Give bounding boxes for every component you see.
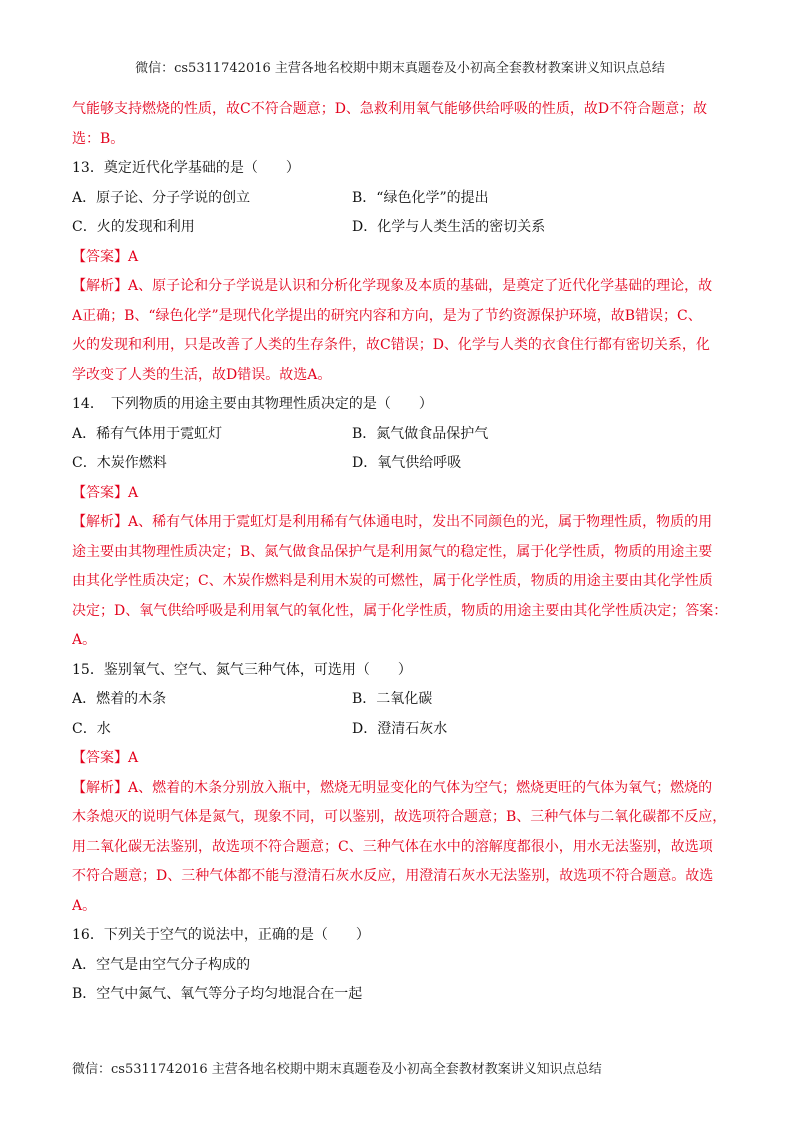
option-b: B．氮气做食品保护气 bbox=[352, 425, 489, 442]
question-14-answer: 【答案】A bbox=[72, 484, 139, 501]
option-a: A．空气是由空气分子构成的 bbox=[72, 956, 251, 973]
question-13-analysis-line: 学改变了人类的生活，故D错误。故选A。 bbox=[72, 366, 332, 383]
question-13-options-row bbox=[72, 213, 732, 243]
question-13-stem: 13．奠定近代化学基础的是（ ） bbox=[72, 160, 300, 176]
question-15-options-row bbox=[72, 685, 732, 715]
question-15-options-row bbox=[72, 715, 732, 745]
question-14-analysis-line: 【解析】A、稀有气体用于霓虹灯是利用稀有气体通电时，发出不同颜色的光，属于物理性质，物质的用 bbox=[72, 514, 713, 530]
question-14-stem: 14． 下列物质的用途主要由其物理性质决定的是（ ） bbox=[72, 396, 433, 412]
question-14-analysis-line: 途主要由其物理性质决定；B、氮气做食品保护气是利用氮气的稳定性，属于化学性质，物质的用途主要 bbox=[72, 543, 713, 560]
question-15-analysis-line: 【解析】A、燃着的木条分别放入瓶中，燃烧无明显变化的气体为空气；燃烧更旺的气体为氧气；燃烧的 bbox=[72, 779, 713, 796]
question-14-analysis-line: 由其化学性质决定；C、木炭作燃料是利用木炭的可燃性，属于化学性质，物质的用途主要由其化学性质 bbox=[72, 573, 713, 589]
option-d: D．氧气供给呼吸 bbox=[352, 455, 462, 471]
intro-analysis-line: 气能够支持燃烧的性质，故C不符合题意；D、急救利用氧气能够供给呼吸的性质，故D不符合题意；故 bbox=[72, 101, 708, 117]
option-c: C．水 bbox=[72, 720, 111, 737]
option-a: A．原子论、分子学说的创立 bbox=[72, 189, 251, 206]
question-15-analysis-line: A。 bbox=[72, 897, 97, 914]
page-footer: 微信：cs5311742016 主营各地名校期中期末真题卷及小初高全套教材教案讲义知识点总结 bbox=[72, 1062, 602, 1077]
question-14-options-row bbox=[72, 449, 732, 479]
question-15-stem: 15．鉴别氧气、空气、氮气三种气体，可选用（ ） bbox=[72, 661, 412, 678]
question-13-analysis-line: A正确；B、“绿色化学”是现代化学提出的研究内容和方向，是为了节约资源保护环境，故B错误；C、 bbox=[72, 307, 702, 324]
question-14-analysis-line: A。 bbox=[72, 632, 97, 648]
option-d: D．澄清石灰水 bbox=[352, 720, 448, 737]
option-c: C．木炭作燃料 bbox=[72, 455, 167, 471]
question-15-analysis-line: 木条熄灭的说明气体是氮气，现象不同，可以鉴别，故选项符合题意；B、三种气体与二氧化碳都不反应， bbox=[72, 809, 727, 825]
question-13-answer: 【答案】A bbox=[72, 248, 139, 265]
option-c: C．火的发现和利用 bbox=[72, 219, 195, 235]
question-13-options-row bbox=[72, 184, 732, 214]
question-15-analysis-line: 用二氧化碳无法鉴别，故选项不符合题意；C、三种气体在水中的溶解度都很小，用水无法鉴别，故选项 bbox=[72, 838, 713, 855]
intro-analysis-line: 选：B。 bbox=[72, 130, 125, 147]
question-16-stem: 16．下列关于空气的说法中，正确的是（ ） bbox=[72, 927, 370, 943]
page-header: 微信：cs5311742016 主营各地名校期中期末真题卷及小初高全套教材教案讲义知识点总结 bbox=[135, 61, 665, 76]
option-b: B．二氧化碳 bbox=[352, 691, 433, 707]
question-14-options-row bbox=[72, 420, 732, 450]
option-a: A．稀有气体用于霓虹灯 bbox=[72, 425, 223, 442]
question-13-analysis-line: 【解析】A、原子论和分子学说是认识和分析化学现象及本质的基础，是奠定了近代化学基础的理论，故 bbox=[72, 278, 713, 294]
document-body bbox=[72, 95, 732, 1010]
question-15-answer: 【答案】A bbox=[72, 750, 139, 766]
option-b: B．空气中氮气、氧气等分子均匀地混合在一起 bbox=[72, 986, 363, 1002]
question-13-analysis-line: 火的发现和利用，只是改善了人类的生存条件，故C错误；D、化学与人类的衣食住行都有密切关系，化 bbox=[72, 337, 710, 353]
option-a: A．燃着的木条 bbox=[72, 691, 167, 707]
option-b: B．“绿色化学”的提出 bbox=[352, 189, 489, 206]
option-d: D．化学与人类生活的密切关系 bbox=[352, 219, 546, 235]
question-14-analysis-line: 决定；D、氧气供给呼吸是利用氧气的氧化性，属于化学性质，物质的用途主要由其化学性质决定；答案： bbox=[72, 602, 728, 619]
question-15-analysis-line: 不符合题意；D、三种气体都不能与澄清石灰水反应，用澄清石灰水无法鉴别，故选项不符合题意。故选 bbox=[72, 868, 714, 884]
